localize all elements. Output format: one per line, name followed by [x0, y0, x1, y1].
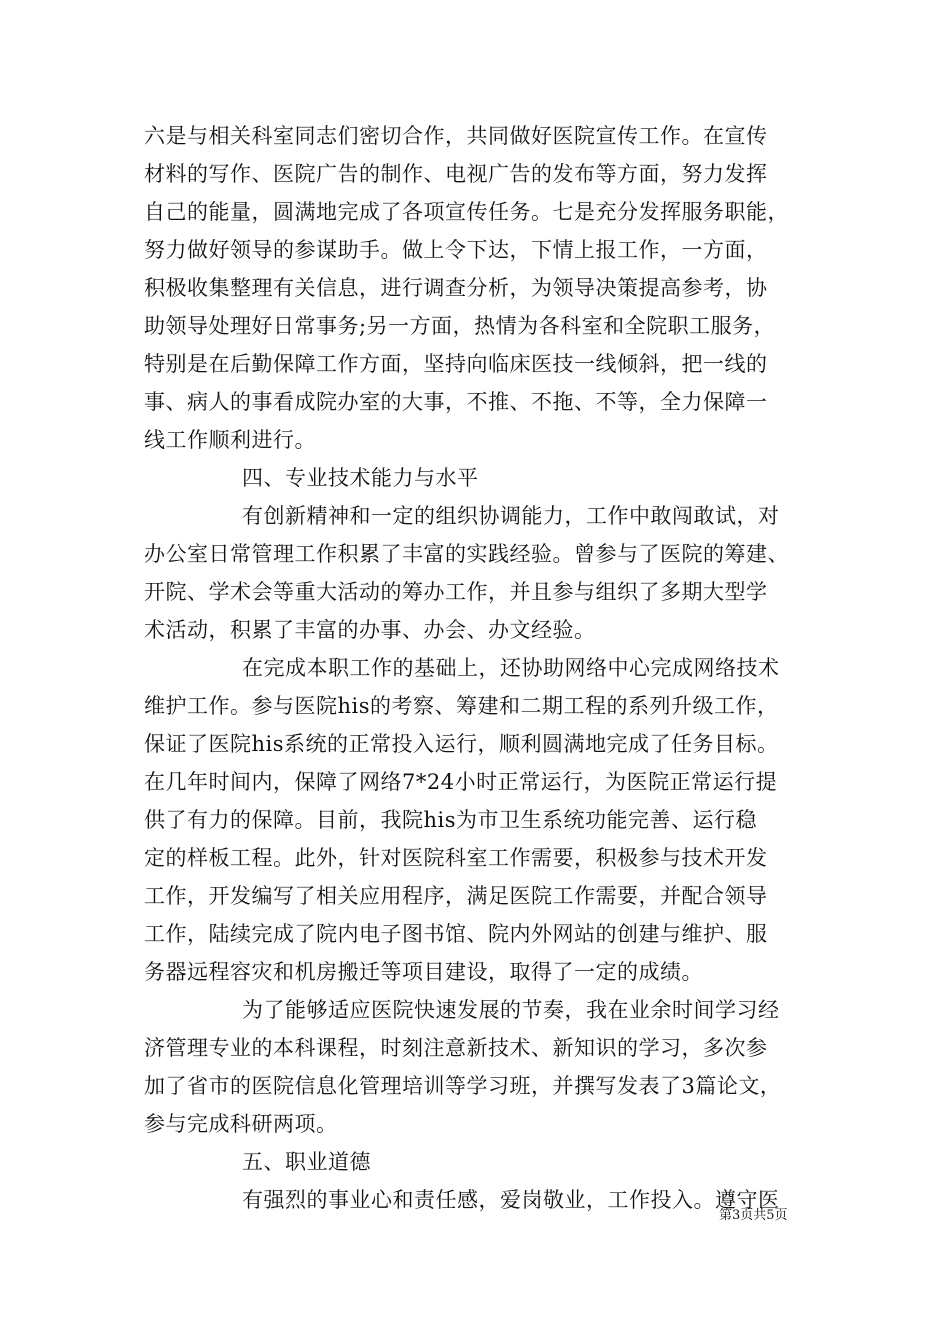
text-line: 济管理专业的本科课程，时刻注意新技术、新知识的学习，多次参	[144, 1036, 768, 1060]
text-line: 工作，开发编写了相关应用程序，满足医院工作需要，并配合领导	[144, 884, 768, 908]
paragraph-first-line: 有创新精神和一定的组织协调能力，工作中敢闯敢试，对	[242, 504, 780, 528]
paragraph-first-line: 为了能够适应医院快速发展的节奏，我在业余时间学习经	[242, 998, 780, 1022]
text-line: 助领导处理好日常事务;另一方面，热情为各科室和全院职工服务，	[144, 314, 776, 338]
text-line: 务器远程容灾和机房搬迁等项目建设，取得了一定的成绩。	[144, 960, 703, 984]
text-line: 术活动，积累了丰富的办事、办会、办文经验。	[144, 618, 596, 642]
section-heading: 五、职业道德	[242, 1150, 371, 1174]
text-line: 加了省市的医院信息化管理培训等学习班，并撰写发表了3篇论文，	[144, 1074, 782, 1098]
text-line: 事、病人的事看成院办室的大事，不推、不拖、不等，全力保障一	[144, 390, 768, 414]
paragraph-first-line: 有强烈的事业心和责任感，爱岗敬业，工作投入。遵守医	[242, 1188, 780, 1212]
text-line: 自己的能量，圆满地完成了各项宣传任务。七是充分发挥服务职能，	[144, 200, 789, 224]
text-line: 参与完成科研两项。	[144, 1112, 338, 1136]
text-line: 保证了医院his系统的正常投入运行，顺利圆满地完成了任务目标。	[144, 732, 779, 756]
text-line: 定的样板工程。此外，针对医院科室工作需要，积极参与技术开发	[144, 846, 768, 870]
text-line: 积极收集整理有关信息，进行调查分析，为领导决策提高参考，协	[144, 276, 768, 300]
text-line: 特别是在后勤保障工作方面，坚持向临床医技一线倾斜，把一线的	[144, 352, 768, 376]
text-line: 线工作顺利进行。	[144, 428, 316, 452]
text-line: 工作，陆续完成了院内电子图书馆、院内外网站的创建与维护、服	[144, 922, 768, 946]
text-line: 开院、学术会等重大活动的筹办工作，并且参与组织了多期大型学	[144, 580, 768, 604]
section-heading: 四、专业技术能力与水平	[242, 466, 479, 490]
paragraph-first-line: 在完成本职工作的基础上，还协助网络中心完成网络技术	[242, 656, 780, 680]
text-line: 在几年时间内，保障了网络7*24小时正常运行，为医院正常运行提	[144, 770, 778, 794]
text-line: 六是与相关科室同志们密切合作，共同做好医院宣传工作。在宣传	[144, 124, 768, 148]
text-line: 办公室日常管理工作积累了丰富的实践经验。曾参与了医院的筹建、	[144, 542, 789, 566]
text-line: 维护工作。参与医院his的考察、筹建和二期工程的系列升级工作，	[144, 694, 779, 718]
text-line: 供了有力的保障。目前，我院his为市卫生系统功能完善、运行稳	[144, 808, 758, 832]
page-number-footer: 第3页共5页	[719, 1208, 788, 1223]
text-line: 材料的写作、医院广告的制作、电视广告的发布等方面，努力发挥	[144, 162, 768, 186]
text-line: 努力做好领导的参谋助手。做上令下达，下情上报工作，一方面，	[144, 238, 768, 262]
